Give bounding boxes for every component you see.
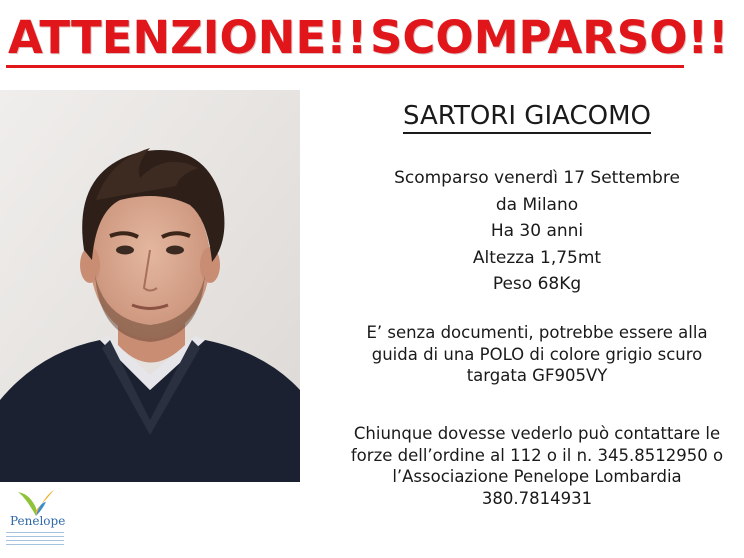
header-underline: [6, 65, 684, 68]
documents-note-line: guida di una POLO di colore grigio scuro: [371, 344, 703, 364]
header-attention-text: ATTENZIONE!!: [8, 11, 368, 64]
documents-note: [300, 322, 744, 387]
contact-phone: 380.7814931: [481, 488, 593, 508]
person-photo: [0, 90, 300, 482]
detail-line: Scomparso venerdì 17 Settembre: [394, 168, 680, 188]
documents-note-line: targata GF905VY: [466, 366, 608, 385]
contact-line: Chiunque dovesse vederlo può contattare le: [353, 424, 721, 443]
contact-info: [300, 423, 744, 509]
details-block: [300, 165, 744, 298]
contact-line: forze dell’ordine al 112 o il n. 345.8512950 o: [350, 445, 724, 465]
poster-header: [0, 8, 744, 70]
documents-note-line: E’ senza documenti, potrebbe essere alla: [366, 323, 708, 342]
detail-line: Peso 68Kg: [492, 274, 582, 294]
detail-line: Altezza 1,75mt: [472, 247, 602, 268]
portrait-illustration: [0, 90, 300, 482]
missing-person-name-text: SARTORI GIACOMO: [403, 101, 651, 134]
penelope-logo: [2, 488, 72, 554]
logo-tagline-lines: [6, 532, 64, 546]
logo-text: Penelope: [10, 514, 66, 528]
detail-line: da Milano: [495, 194, 579, 215]
contact-line: l’Associazione Penelope Lombardia: [392, 467, 682, 486]
header-missing-text: SCOMPARSO!!: [370, 11, 729, 64]
detail-line: Ha 30 anni: [490, 221, 584, 241]
missing-person-name: [310, 96, 744, 136]
